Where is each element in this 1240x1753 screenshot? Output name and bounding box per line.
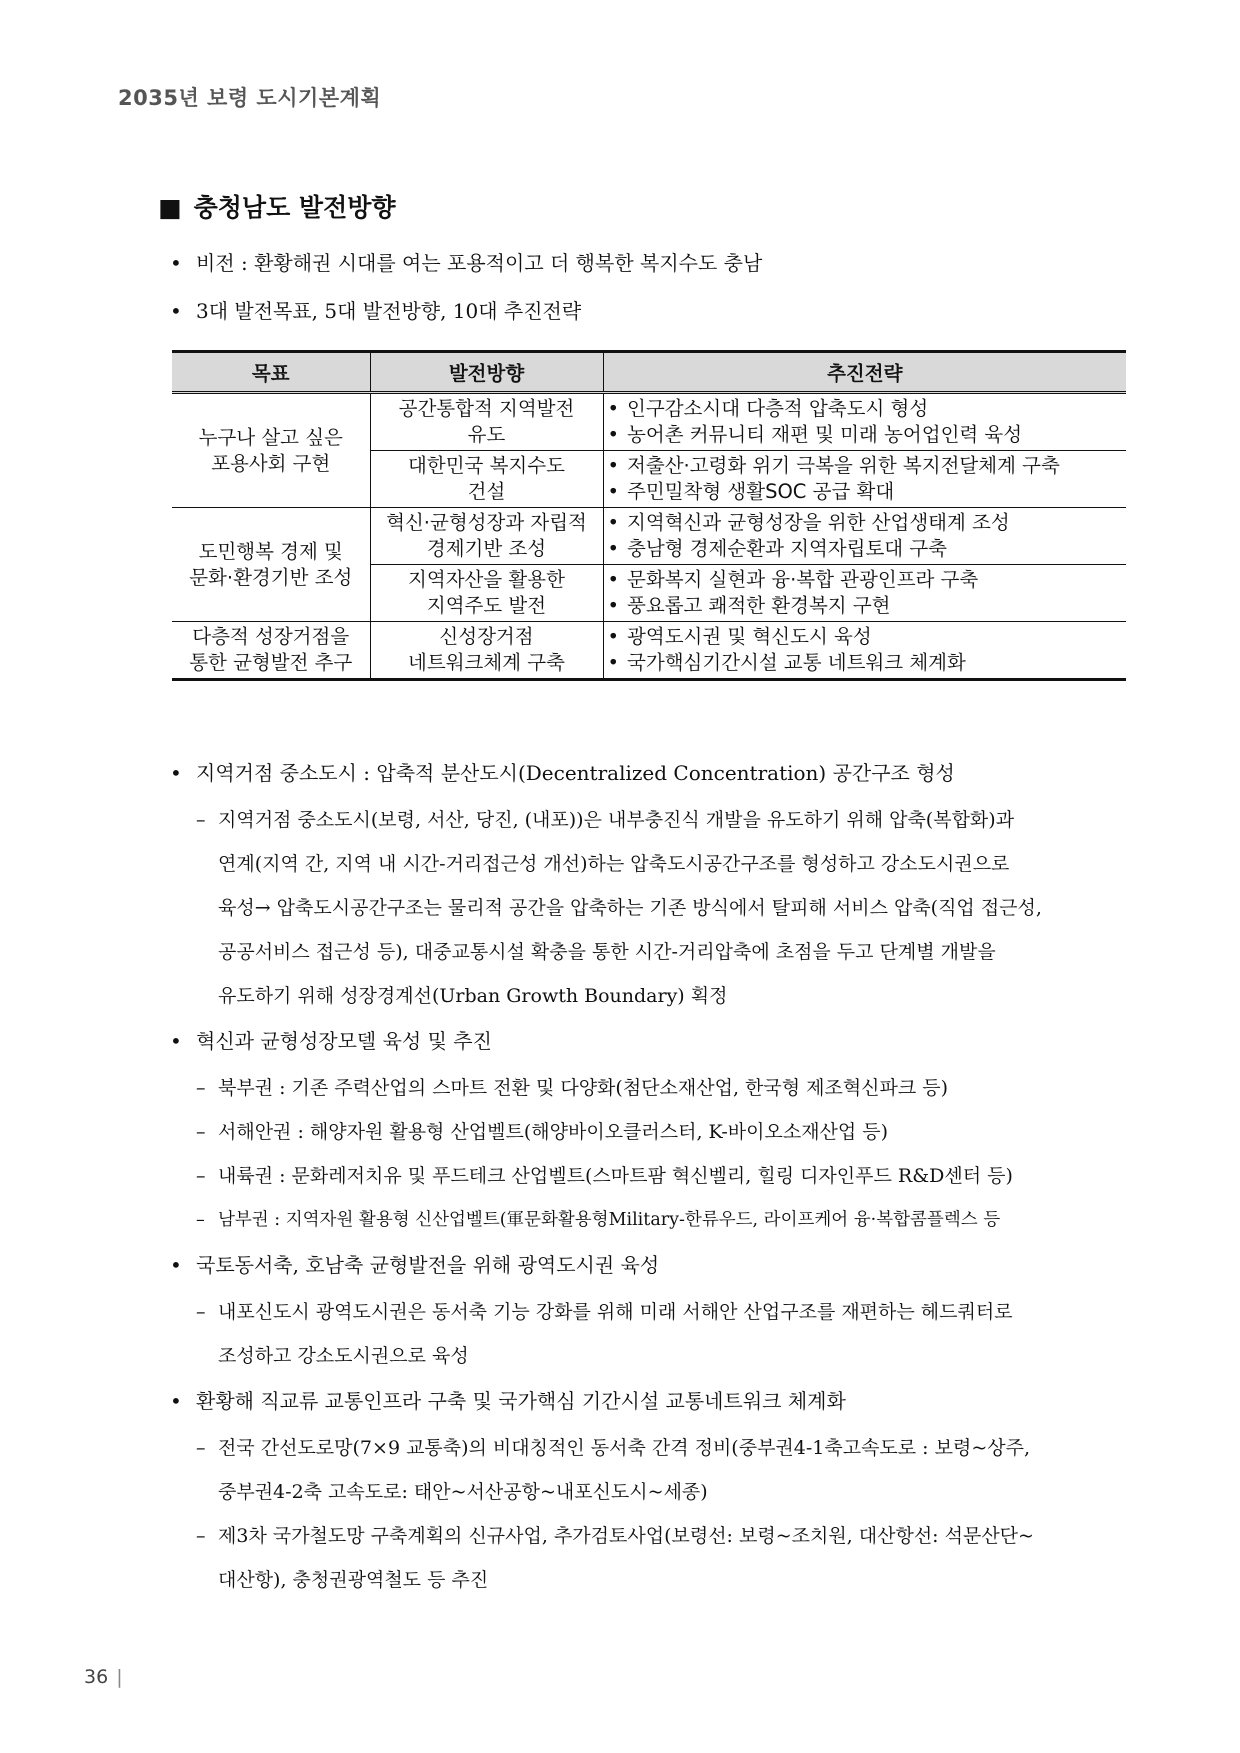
strategy-cell: • 저출산·고령화 위기 극복을 위한 복지전달체계 구축 • 주민밀착형 생활SOC 공급 확대 [603, 451, 1126, 508]
sub-item: – 서해안권 : 해양자원 활용형 산업벨트(해양바이오클러스터, K-바이오소재산업 등) [170, 1110, 1130, 1154]
bullet-dot-icon: • [607, 625, 620, 648]
sub-item: – 전국 간선도로망(7×9 교통축)의 비대칭적인 동서축 간격 정비(중부권4-1축고속도로 : 보령~상주, 중부권4-2축 고속도로: 태안~서산공항~내포신도시~세종) [170, 1426, 1130, 1514]
bullet-dot-icon: • [607, 397, 620, 420]
strategy-cell: • 인구감소시대 다층적 압축도시 형성 • 농어촌 커뮤니티 재편 및 미래 농어업인력 육성 [603, 393, 1126, 451]
sub-item: – 내포신도시 광역도시권은 동서축 기능 강화를 위해 미래 서해안 산업구조를 재편하는 헤드쿼터로 조성하고 강소도시권으로 육성 [170, 1290, 1130, 1378]
strategy-table [172, 350, 1126, 681]
footer-divider: | [116, 1666, 123, 1688]
list-item [170, 1028, 1130, 1242]
bullet-dot-icon: • [607, 594, 620, 617]
table-header-row [172, 352, 1126, 393]
bullet-dot-icon: • [607, 423, 620, 446]
list-item [170, 760, 1130, 1018]
dash-icon: – [196, 1210, 205, 1230]
vision-bullet: • 비전 : 환황해권 시대를 여는 포용적이고 더 행복한 복지수도 충남 [170, 251, 763, 275]
dash-icon: – [196, 1165, 206, 1187]
goal-cell: 다층적 성장거점을 통한 균형발전 추구 [172, 622, 370, 680]
strategy-cell: • 문화복지 실현과 융·복합 관광인프라 구축 • 풍요롭고 쾌적한 환경복지 구현 [603, 565, 1126, 622]
header-goal: 목표 [172, 352, 370, 393]
bullet-dot-icon: • [607, 454, 620, 477]
table-row [172, 393, 1126, 451]
body-bullet: • 환황해 직교류 교통인프라 구축 및 국가핵심 기간시설 교통네트워크 체계화 [170, 1389, 846, 1413]
dash-icon: – [196, 1301, 206, 1323]
sub-item: – 내륙권 : 문화레저치유 및 푸드테크 산업벨트(스마트팜 혁신벨리, 힐링 디자인푸드 R&D센터 등) [170, 1154, 1130, 1198]
bullet-dot-icon: • [170, 1029, 182, 1053]
goal-cell: 도민행복 경제 및 문화·환경기반 조성 [172, 508, 370, 622]
header-strategy: 추진전략 [603, 352, 1126, 393]
sub-item: – 남부권 : 지역자원 활용형 신산업벨트(軍문화활용형Military-한류우드, 라이프케어 융·복합콤플렉스 등 [170, 1198, 1130, 1242]
body-bullet: • 국토동서축, 호남축 균형발전을 위해 광역도시권 육성 [170, 1253, 660, 1277]
dash-icon: – [196, 1525, 206, 1547]
table-row [172, 622, 1126, 680]
strategy-cell: • 지역혁신과 균형성장을 위한 산업생태계 조성 • 충남형 경제순환과 지역자립토대 구축 [603, 508, 1126, 565]
page-number: 36 [84, 1666, 109, 1688]
square-bullet-icon: ■ [158, 193, 182, 222]
bullet-dot-icon: • [607, 537, 620, 560]
dash-icon: – [196, 1077, 206, 1099]
bullet-dot-icon: • [170, 1389, 182, 1413]
dash-icon: – [196, 809, 206, 831]
list-item [170, 1388, 1130, 1602]
sub-item: – 지역거점 중소도시(보령, 서산, 당진, (내포))은 내부충진식 개발을 유도하기 위해 압축(복합화)과 연계(지역 간, 지역 내 시간-거리접근성 개선)하는 압축도시공간구조를 형성하고 강소도시권으로 육성→ 압축도시공간구조는 물리적 공간을 압축하는 기존 방식에서 탈피해 서비스 압축(직업 접근성, 공공서비스 접근성 등), 대중교통시설 확충을 통한 시간-거리압축에 초점을 두고 단계별 개발을 유도하기 위해 성장경계선(Urban Growth Boundary) 획정 [170, 798, 1130, 1018]
section-title-text: 충청남도 발전방향 [193, 193, 396, 222]
table-row [172, 508, 1126, 565]
body-content [170, 760, 1130, 1612]
page-footer [84, 1666, 123, 1688]
goals-summary-bullet: • 3대 발전목표, 5대 발전방향, 10대 추진전략 [170, 299, 582, 323]
bullet-dot-icon: • [170, 299, 182, 323]
body-bullet: • 혁신과 균형성장모델 육성 및 추진 [170, 1029, 492, 1053]
bullet-dot-icon: • [607, 568, 620, 591]
bullet-dot-icon: • [170, 251, 182, 275]
list-item [170, 1252, 1130, 1378]
bullet-dot-icon: • [607, 480, 620, 503]
dash-icon: – [196, 1121, 206, 1143]
strategy-cell: • 광역도시권 및 혁신도시 육성 • 국가핵심기간시설 교통 네트워크 체계화 [603, 622, 1126, 680]
sub-item: – 북부권 : 기존 주력산업의 스마트 전환 및 다양화(첨단소재산업, 한국형 제조혁신파크 등) [170, 1066, 1130, 1110]
direction-cell: 혁신·균형성장과 자립적 경제기반 조성 [370, 508, 603, 565]
intro-bullets [170, 250, 1130, 346]
document-header: 2035년 보령 도시기본계획 [118, 86, 382, 110]
direction-cell: 지역자산을 활용한 지역주도 발전 [370, 565, 603, 622]
sub-item: – 제3차 국가철도망 구축계획의 신규사업, 추가검토사업(보령선: 보령~조치원, 대산항선: 석문산단~ 대산항), 충청권광역철도 등 추진 [170, 1514, 1130, 1602]
direction-cell: 공간통합적 지역발전 유도 [370, 393, 603, 451]
bullet-dot-icon: • [170, 1253, 182, 1277]
bullet-dot-icon: • [607, 511, 620, 534]
body-bullet: • 지역거점 중소도시 : 압축적 분산도시(Decentralized Concentration) 공간구조 형성 [170, 761, 955, 785]
header-direction: 발전방향 [370, 352, 603, 393]
direction-cell: 신성장거점 네트워크체계 구축 [370, 622, 603, 680]
section-title [158, 188, 396, 224]
goal-cell: 누구나 살고 싶은 포용사회 구현 [172, 393, 370, 508]
bullet-dot-icon: • [607, 651, 620, 674]
dash-icon: – [196, 1437, 206, 1459]
bullet-dot-icon: • [170, 761, 182, 785]
direction-cell: 대한민국 복지수도 건설 [370, 451, 603, 508]
